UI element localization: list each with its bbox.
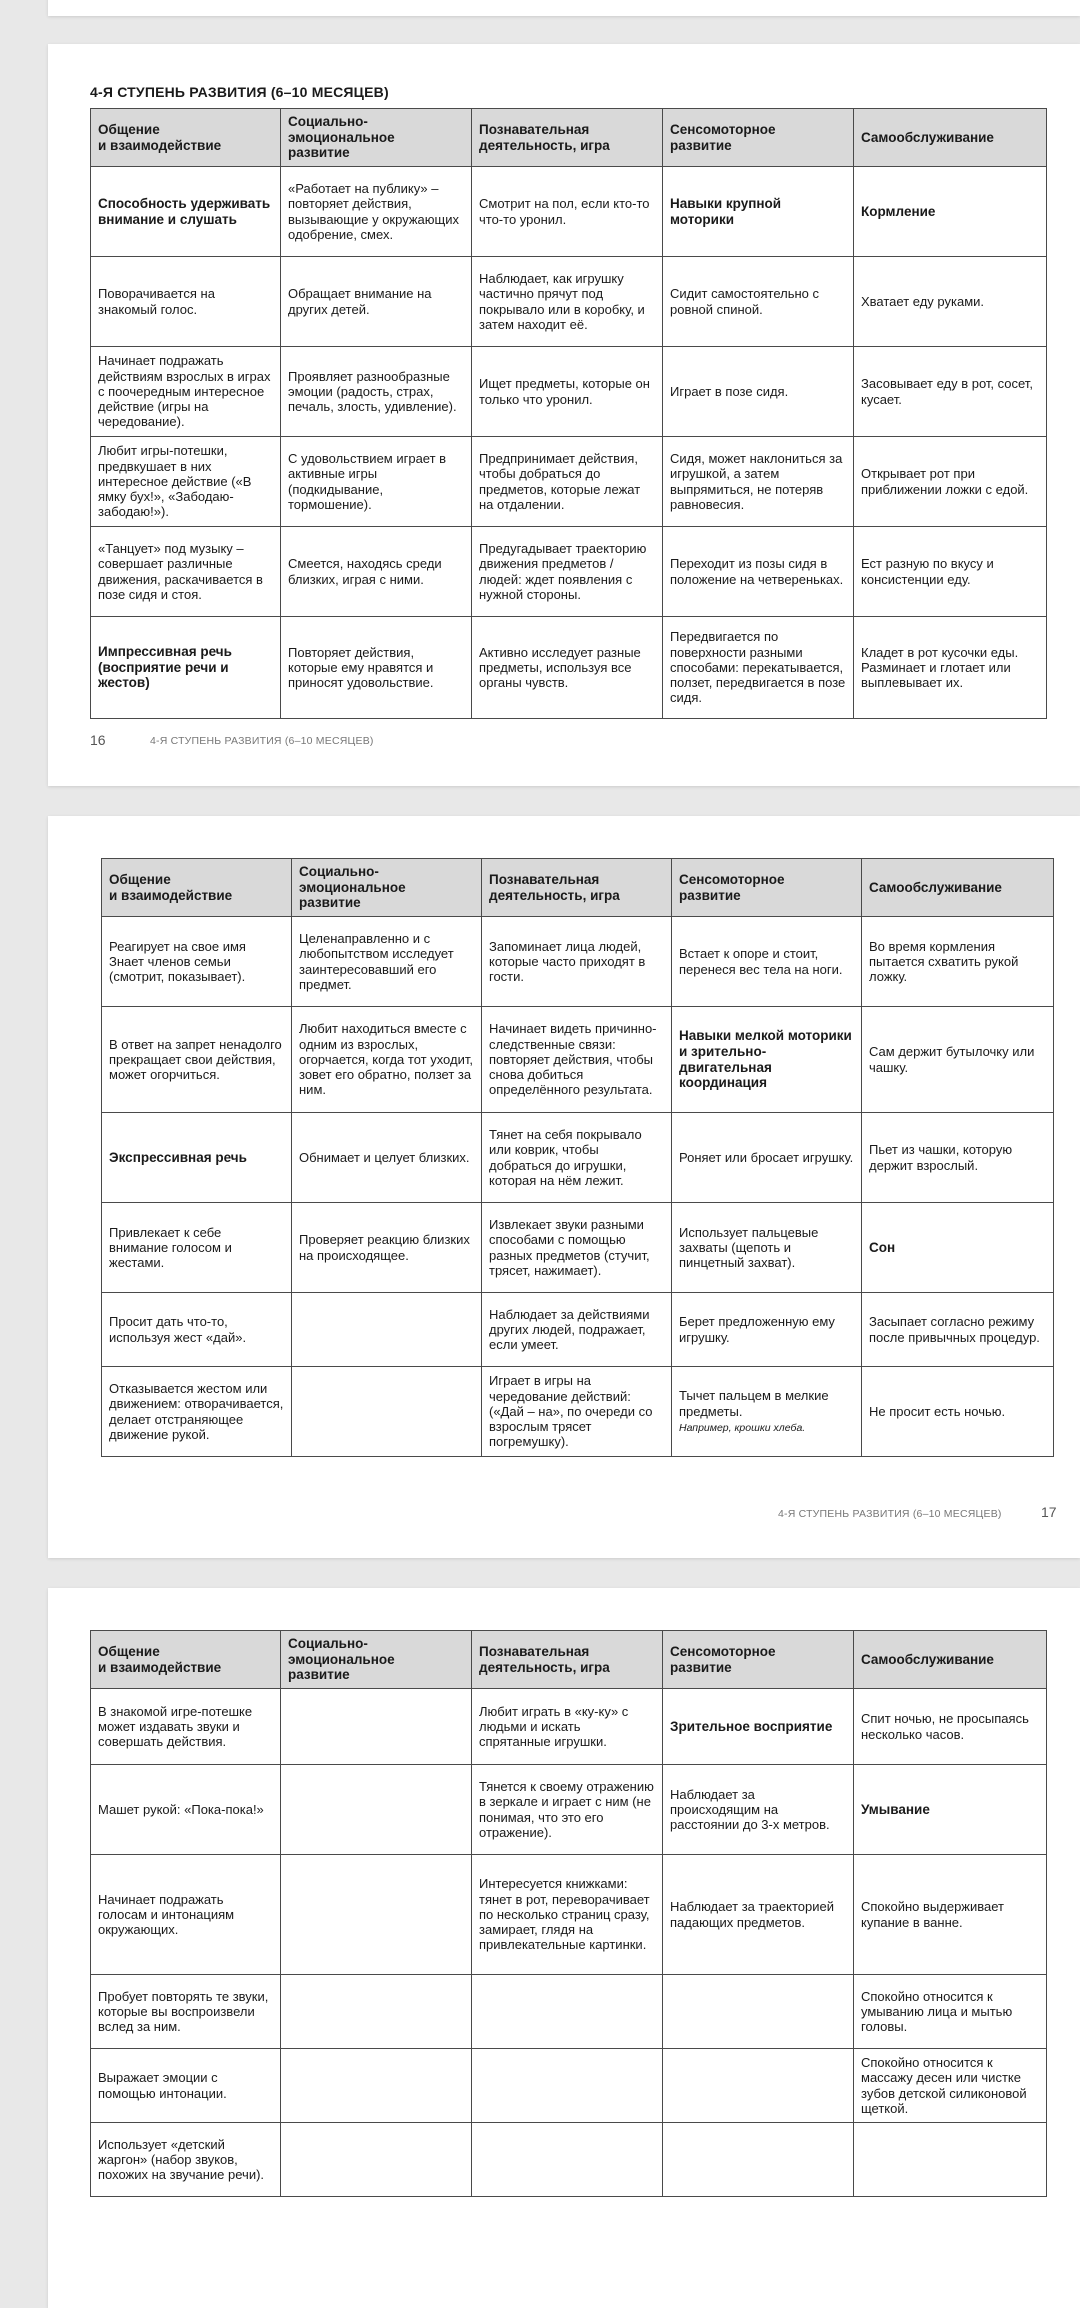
cell: Выражает эмоции с помощью интонации. xyxy=(91,2049,281,2123)
cell: Просит дать что-то, используя жест «дай». xyxy=(102,1293,292,1367)
table-row xyxy=(102,917,1054,1007)
cell xyxy=(672,1367,862,1457)
development-table-p17 xyxy=(101,858,1054,1457)
cell: Любит находиться вместе с одним из взрослых, огорчается, когда тот уходит, зовет его обратно, ползет за ним. xyxy=(292,1007,482,1113)
cell: Реагирует на свое имя Знает членов семьи (смотрит, показывает). xyxy=(102,917,292,1007)
cell: Играет в позе сидя. xyxy=(663,347,854,437)
cell: Смотрит на пол, если кто-то что-то уронил. xyxy=(472,167,663,257)
cell: Предугадывает траекторию движения предметов / людей: ждет появления с нужной стороны. xyxy=(472,527,663,617)
header-sensorimotor: Сенсомоторное развитие xyxy=(663,1631,854,1689)
cell: Кормление xyxy=(854,167,1047,257)
table-row xyxy=(102,1367,1054,1457)
section-title: 4-Я СТУПЕНЬ РАЗВИТИЯ (6–10 МЕСЯЦЕВ) xyxy=(90,84,389,100)
cell: Проявляет разнообразные эмоции (радость, страх, печаль, злость, удивление). xyxy=(281,347,472,437)
cell: Использует пальцевые захваты (щепоть и пинцетный захват). xyxy=(672,1203,862,1293)
cell: Спит ночью, не просыпаясь несколько часов. xyxy=(854,1689,1047,1765)
cell: Сидя, может наклониться за игрушкой, а затем выпрямиться, не потеряв равновесия. xyxy=(663,437,854,527)
cell: Начинает подражать действиям взрослых в играх с поочередным интересное действие (игры на чередование). xyxy=(91,347,281,437)
table-row xyxy=(91,1689,1047,1765)
cell: Навыки мелкой моторики и зрительно-двигательная координация xyxy=(672,1007,862,1113)
cell: Обращает внимание на других детей. xyxy=(281,257,472,347)
header-social-emotional: Социально- эмоциональное развитие xyxy=(281,1631,472,1689)
cell: Кладет в рот кусочки еды. Разминает и глотает или выплевывает их. xyxy=(854,617,1047,719)
page-18 xyxy=(48,1588,1080,2308)
cell: Начинает видеть причинно-следственные связи: повторяет действия, чтобы снова добиться определённого результата. xyxy=(482,1007,672,1113)
table-row xyxy=(102,1113,1054,1203)
table-row xyxy=(91,2049,1047,2123)
cell: Проверяет реакцию близких на происходящее. xyxy=(292,1203,482,1293)
cell: Переходит из позы сидя в положение на четвереньках. xyxy=(663,527,854,617)
cell: Машет рукой: «Пока-пока!» xyxy=(91,1765,281,1855)
header-row xyxy=(102,859,1054,917)
cell xyxy=(472,1975,663,2049)
cell-note: Например, крошки хлеба. xyxy=(679,1422,806,1435)
cell: Наблюдает за происходящим на расстоянии до 3-х метров. xyxy=(663,1765,854,1855)
header-social-emotional: Социально- эмоциональное развитие xyxy=(281,109,472,167)
cell: Сон xyxy=(862,1203,1054,1293)
cell: Смеется, находясь среди близких, играя с ними. xyxy=(281,527,472,617)
cell xyxy=(281,1855,472,1975)
cell: Пьет из чашки, которую держит взрослый. xyxy=(862,1113,1054,1203)
cell: В ответ на запрет ненадолго прекращает свои действия, может огорчиться. xyxy=(102,1007,292,1113)
development-table-p18 xyxy=(90,1630,1047,2197)
cell: Хватает еду руками. xyxy=(854,257,1047,347)
cell: Открывает рот при приближении ложки с едой. xyxy=(854,437,1047,527)
previous-page-fragment xyxy=(48,0,1080,16)
header-communication: Общение и взаимодействие xyxy=(102,859,292,917)
cell: Способность удерживать внимание и слушать xyxy=(91,167,281,257)
cell xyxy=(663,2049,854,2123)
cell: Во время кормления пытается схватить рукой ложку. xyxy=(862,917,1054,1007)
cell: Любит игры-потешки, предвкушает в них интересное действие («В ямку бух!», «Забодаю-забодаю!»). xyxy=(91,437,281,527)
cell: Зрительное восприятие xyxy=(663,1689,854,1765)
header-cognitive: Познавательная деятельность, игра xyxy=(472,1631,663,1689)
cell: Спокойно относится к умыванию лица и мытью головы. xyxy=(854,1975,1047,2049)
cell: Навыки крупной моторики xyxy=(663,167,854,257)
cell: Сам держит бутылочку или чашку. xyxy=(862,1007,1054,1113)
table-row xyxy=(91,257,1047,347)
cell: Засыпает согласно режиму после привычных процедур. xyxy=(862,1293,1054,1367)
cell: Не просит есть ночью. xyxy=(862,1367,1054,1457)
cell: Спокойно относится к массажу десен или чистке зубов детской силиконовой щеткой. xyxy=(854,2049,1047,2123)
cell xyxy=(281,2123,472,2197)
cell: Берет предложенную ему игрушку. xyxy=(672,1293,862,1367)
cell xyxy=(292,1367,482,1457)
cell: «Работает на публику» – повторяет действия, вызывающие у окружающих одобрение, смех. xyxy=(281,167,472,257)
table-row xyxy=(91,1975,1047,2049)
table-row xyxy=(91,347,1047,437)
cell: Наблюдает, как игрушку частично прячут под покрывало или в коробку, и затем находит её. xyxy=(472,257,663,347)
header-communication: Общение и взаимодействие xyxy=(91,1631,281,1689)
cell: Засовывает еду в рот, сосет, кусает. xyxy=(854,347,1047,437)
table-row xyxy=(91,1765,1047,1855)
cell: Повторяет действия, которые ему нравятся и приносят удовольствие. xyxy=(281,617,472,719)
table-row xyxy=(91,527,1047,617)
cell xyxy=(281,1975,472,2049)
table-row xyxy=(91,2123,1047,2197)
cell: Интересуется книжками: тянет в рот, переворачивает по несколько страниц сразу, замирает, глядя на привлекательные картинки. xyxy=(472,1855,663,1975)
header-self-care: Самообслуживание xyxy=(854,109,1047,167)
page-16 xyxy=(48,44,1080,786)
cell: Целенаправленно и с любопытством исследует заинтересовавший его предмет. xyxy=(292,917,482,1007)
cell xyxy=(281,1765,472,1855)
cell: Пробует повторять те звуки, которые вы воспроизвели вслед за ним. xyxy=(91,1975,281,2049)
cell xyxy=(281,1689,472,1765)
development-table-p16 xyxy=(90,108,1047,719)
cell: Начинает подражать голосам и интонациям окружающих. xyxy=(91,1855,281,1975)
cell xyxy=(663,1975,854,2049)
cell: «Танцует» под музыку – совершает различные движения, раскачивается в позе сидя и стоя. xyxy=(91,527,281,617)
cell: Наблюдает за действиями других людей, подражает, если умеет. xyxy=(482,1293,672,1367)
table-row xyxy=(91,167,1047,257)
table-row xyxy=(102,1203,1054,1293)
table-row xyxy=(91,437,1047,527)
table-row xyxy=(91,1855,1047,1975)
header-social-emotional: Социально- эмоциональное развитие xyxy=(292,859,482,917)
header-sensorimotor: Сенсомоторное развитие xyxy=(672,859,862,917)
cell xyxy=(663,2123,854,2197)
cell xyxy=(281,2049,472,2123)
page-number: 17 xyxy=(1041,1504,1057,1520)
header-sensorimotor: Сенсомоторное развитие xyxy=(663,109,854,167)
table-row xyxy=(91,617,1047,719)
cell: Активно исследует разные предметы, используя все органы чувств. xyxy=(472,617,663,719)
cell: Встает к опоре и стоит, перенеся вес тела на ноги. xyxy=(672,917,862,1007)
header-communication: Общение и взаимодействие xyxy=(91,109,281,167)
cell: Передвигается по поверхности разными способами: перекатывается, ползет, передвигается в позе сидя. xyxy=(663,617,854,719)
cell: Играет в игры на чередование действий: («Дай – на», по очереди со взрослым трясет погремушку). xyxy=(482,1367,672,1457)
cell: Поворачивается на знакомый голос. xyxy=(91,257,281,347)
header-self-care: Самообслуживание xyxy=(862,859,1054,917)
cell: Использует «детский жаргон» (набор звуков, похожих на звучание речи). xyxy=(91,2123,281,2197)
cell-text: Тычет пальцем в мелкие предметы. xyxy=(679,1388,829,1419)
cell: Умывание xyxy=(854,1765,1047,1855)
running-title: 4-Я СТУПЕНЬ РАЗВИТИЯ (6–10 МЕСЯЦЕВ) xyxy=(150,735,374,747)
page-number: 16 xyxy=(90,732,106,748)
table-row xyxy=(102,1007,1054,1113)
cell: Любит играть в «ку-ку» с людьми и искать спрятанные игрушки. xyxy=(472,1689,663,1765)
cell: Наблюдает за траекторией падающих предметов. xyxy=(663,1855,854,1975)
cell: Предпринимает действия, чтобы добраться до предметов, которые лежат на отдалении. xyxy=(472,437,663,527)
cell xyxy=(472,2123,663,2197)
cell xyxy=(472,2049,663,2123)
cell: Запоминает лица людей, которые часто приходят в гости. xyxy=(482,917,672,1007)
cell: Привлекает к себе внимание голосом и жестами. xyxy=(102,1203,292,1293)
cell: Спокойно выдерживает купание в ванне. xyxy=(854,1855,1047,1975)
cell xyxy=(292,1293,482,1367)
header-cognitive: Познавательная деятельность, игра xyxy=(482,859,672,917)
cell: Ест разную по вкусу и консистенции еду. xyxy=(854,527,1047,617)
cell: В знакомой игре-потешке может издавать звуки и совершать действия. xyxy=(91,1689,281,1765)
header-row xyxy=(91,1631,1047,1689)
cell: Обнимает и целует близких. xyxy=(292,1113,482,1203)
table-row xyxy=(102,1293,1054,1367)
cell xyxy=(854,2123,1047,2197)
header-self-care: Самообслуживание xyxy=(854,1631,1047,1689)
cell: Извлекает звуки разными способами с помощью разных предметов (стучит, трясет, нажимает). xyxy=(482,1203,672,1293)
cell: Тянет на себя покрывало или коврик, чтобы добраться до игрушки, которая на нём лежит. xyxy=(482,1113,672,1203)
cell: Отказывается жестом или движением: отворачивается, делает отстраняющее движение рукой. xyxy=(102,1367,292,1457)
cell: Импрессивная речь (восприятие речи и жестов) xyxy=(91,617,281,719)
header-cognitive: Познавательная деятельность, игра xyxy=(472,109,663,167)
running-title: 4-Я СТУПЕНЬ РАЗВИТИЯ (6–10 МЕСЯЦЕВ) xyxy=(778,1508,1002,1520)
cell: С удовольствием играет в активные игры (подкидывание, тормошение). xyxy=(281,437,472,527)
cell: Экспрессивная речь xyxy=(102,1113,292,1203)
cell: Роняет или бросает игрушку. xyxy=(672,1113,862,1203)
cell: Тянется к своему отражению в зеркале и играет с ним (не понимая, что это его отражение). xyxy=(472,1765,663,1855)
header-row xyxy=(91,109,1047,167)
cell: Сидит самостоятельно с ровной спиной. xyxy=(663,257,854,347)
cell: Ищет предметы, которые он только что уронил. xyxy=(472,347,663,437)
page-17 xyxy=(48,816,1080,1558)
